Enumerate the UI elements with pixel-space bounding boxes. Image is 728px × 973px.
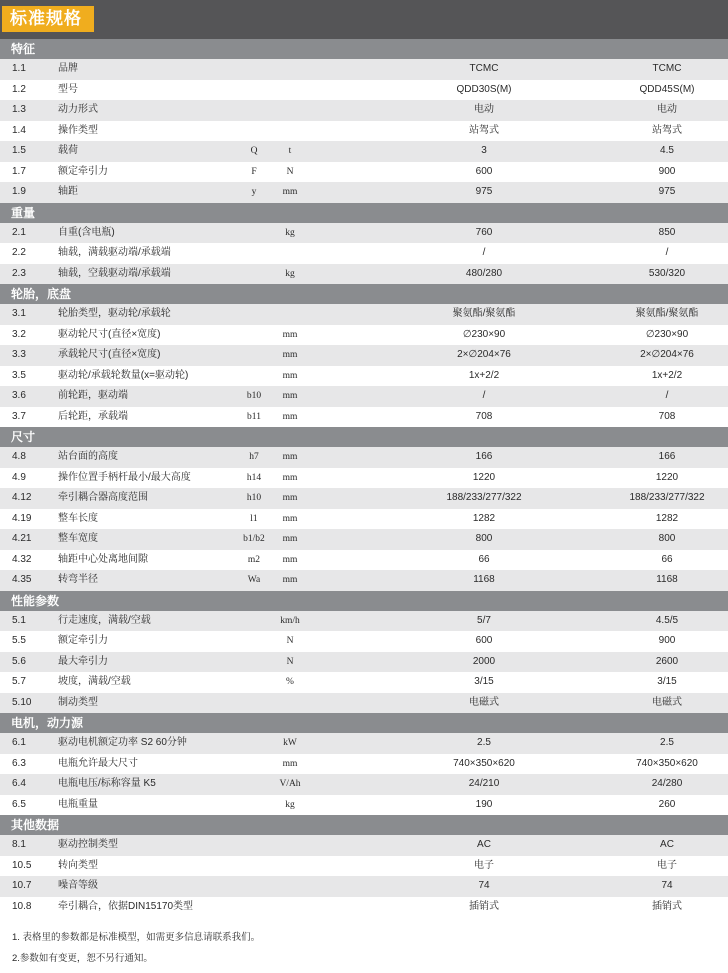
row-symbol: h14 xyxy=(246,472,262,483)
row-symbol: Wa xyxy=(247,575,261,585)
row-number: 4.9 xyxy=(12,471,26,483)
table-row xyxy=(0,488,728,509)
row-number: 3.2 xyxy=(12,328,26,340)
value-model-1: 1282 xyxy=(472,512,496,524)
row-label: 轴载，满载驱动端/承载端 xyxy=(58,247,171,258)
row-unit: mm xyxy=(282,513,298,524)
row-number: 3.6 xyxy=(12,390,26,401)
row-label: 驱动电机额定功率 S2 60分钟 xyxy=(58,737,187,748)
row-symbol: b11 xyxy=(247,411,261,422)
table-row xyxy=(0,386,728,407)
table-row xyxy=(0,611,728,632)
row-label: 操作类型 xyxy=(58,124,98,136)
row-unit: mm xyxy=(282,472,298,483)
row-number: 8.1 xyxy=(12,839,26,850)
row-label: 动力形式 xyxy=(58,104,98,115)
row-number: 2.1 xyxy=(12,226,26,238)
row-unit: mm xyxy=(282,452,298,462)
row-symbol: F xyxy=(251,166,257,177)
value-model-1: 708 xyxy=(475,410,493,422)
row-unit: kg xyxy=(285,799,295,810)
value-model-1: 1168 xyxy=(473,574,495,585)
table-row xyxy=(0,141,728,162)
row-number: 10.5 xyxy=(12,859,32,871)
row-unit: mm xyxy=(282,350,298,360)
footnotes xyxy=(12,931,260,973)
row-number: 2.2 xyxy=(12,247,26,258)
table-row xyxy=(0,59,728,80)
row-label: 后轮距，承载端 xyxy=(58,410,128,422)
row-label: 驱动轮/承载轮数量(x=驱动轮) xyxy=(58,369,189,381)
row-label: 承载轮尺寸(直径×宽度) xyxy=(58,349,161,360)
row-label: 品牌 xyxy=(58,63,78,74)
row-number: 4.8 xyxy=(12,451,26,462)
row-number: 1.7 xyxy=(12,165,26,177)
value-model-2: 1168 xyxy=(656,574,678,585)
row-number: 1.5 xyxy=(12,145,26,156)
row-label: 站台面的高度 xyxy=(58,451,118,462)
table-row xyxy=(0,529,728,550)
value-model-1: 1x+2/2 xyxy=(468,369,500,381)
row-unit: % xyxy=(286,677,294,687)
table-row xyxy=(0,733,728,754)
value-model-2: 4.5/5 xyxy=(655,614,679,626)
value-model-2: 975 xyxy=(658,186,676,197)
table-row xyxy=(0,345,728,366)
value-model-1: 74 xyxy=(478,880,490,891)
value-model-1: 760 xyxy=(475,226,493,238)
section-header: 性能参数 xyxy=(0,591,728,611)
page-title: 标准规格 xyxy=(2,6,94,32)
value-model-2: 聚氨酯/聚氨酯 xyxy=(635,308,699,319)
value-model-2: 850 xyxy=(658,226,676,238)
row-label: 额定牵引力 xyxy=(58,165,108,177)
row-number: 6.3 xyxy=(12,757,26,769)
value-model-1: 5/7 xyxy=(477,614,491,626)
row-unit: mm xyxy=(282,575,298,585)
row-unit: mm xyxy=(282,534,298,544)
value-model-1: 3 xyxy=(481,145,487,156)
row-symbol: y xyxy=(251,187,257,197)
row-label: 电瓶允许最大尺寸 xyxy=(58,757,138,769)
value-model-1: 电子 xyxy=(474,859,494,871)
table-row xyxy=(0,754,728,775)
section-header: 特征 xyxy=(0,39,728,59)
row-number: 1.2 xyxy=(12,83,26,95)
value-model-1: 1220 xyxy=(472,471,496,483)
row-number: 1.1 xyxy=(12,63,26,74)
value-model-1: ∅230×90 xyxy=(462,328,506,340)
row-symbol: m2 xyxy=(247,554,261,565)
row-number: 3.7 xyxy=(12,410,26,422)
row-number: 5.5 xyxy=(12,635,26,646)
spec-table xyxy=(0,39,728,917)
value-model-2: 2×∅204×76 xyxy=(640,349,694,360)
row-label: 驱动控制类型 xyxy=(58,839,118,850)
table-row xyxy=(0,407,728,428)
value-model-2: TCMC xyxy=(652,63,682,74)
value-model-1: 66 xyxy=(478,553,490,565)
row-label: 电瓶电压/标称容量 K5 xyxy=(58,778,156,789)
row-unit: mm xyxy=(282,758,298,769)
value-model-1: 190 xyxy=(475,798,493,810)
row-number: 3.1 xyxy=(12,308,26,319)
value-model-2: 电动 xyxy=(657,104,677,115)
table-row xyxy=(0,264,728,285)
row-label: 额定牵引力 xyxy=(58,635,108,646)
row-number: 4.21 xyxy=(12,533,32,544)
row-label: 型号 xyxy=(58,83,78,95)
row-symbol: h7 xyxy=(249,452,259,462)
value-model-1: 站驾式 xyxy=(469,124,499,136)
row-label: 牵引耦合，依据DIN15170类型 xyxy=(58,900,194,912)
row-unit: mm xyxy=(282,329,298,340)
value-model-1: 480/280 xyxy=(465,267,503,279)
row-label: 牵引耦合器高度范围 xyxy=(58,492,148,503)
row-number: 5.1 xyxy=(12,614,26,626)
table-row xyxy=(0,509,728,530)
row-number: 4.19 xyxy=(12,512,32,524)
value-model-1: 166 xyxy=(475,451,493,462)
row-unit: N xyxy=(286,656,294,667)
row-label: 最大牵引力 xyxy=(58,655,108,667)
value-model-2: 530/320 xyxy=(648,267,686,279)
row-label: 轴距 xyxy=(58,186,78,197)
row-unit: mm xyxy=(282,187,298,197)
row-label: 载荷 xyxy=(58,145,78,156)
section-header: 轮胎，底盘 xyxy=(0,284,728,304)
table-row xyxy=(0,447,728,468)
row-unit: N xyxy=(286,166,294,177)
row-label: 操作位置手柄杆最小/最大高度 xyxy=(58,471,191,483)
value-model-1: 电动 xyxy=(474,104,494,115)
value-model-2: 188/233/277/322 xyxy=(629,492,705,503)
row-unit: mm xyxy=(282,411,298,422)
table-row xyxy=(0,162,728,183)
section-header: 尺寸 xyxy=(0,427,728,447)
value-model-2: QDD45S(M) xyxy=(639,83,695,95)
row-number: 5.10 xyxy=(12,696,32,708)
row-unit: mm xyxy=(282,493,298,503)
header-bar xyxy=(0,0,728,39)
value-model-2: 1282 xyxy=(655,512,679,524)
value-model-2: 24/280 xyxy=(651,778,683,789)
table-row xyxy=(0,366,728,387)
value-model-2: 74 xyxy=(661,880,673,891)
value-model-2: 2.5 xyxy=(660,737,674,748)
row-symbol: l1 xyxy=(250,513,258,524)
table-row xyxy=(0,100,728,121)
row-label: 整车宽度 xyxy=(58,533,98,544)
value-model-2: 1220 xyxy=(655,471,679,483)
row-label: 电瓶重量 xyxy=(58,798,98,810)
footnote: 1. 表格里的参数都是标准模型，如需更多信息请联系我们。 xyxy=(12,932,261,943)
row-unit: kg xyxy=(285,227,295,238)
row-number: 1.4 xyxy=(12,124,26,136)
table-row xyxy=(0,325,728,346)
value-model-1: / xyxy=(482,247,486,258)
row-symbol: b10 xyxy=(246,391,262,401)
value-model-2: 740×350×620 xyxy=(636,757,698,769)
value-model-2: 900 xyxy=(658,165,676,177)
table-row xyxy=(0,182,728,203)
row-label: 行走速度，满载/空载 xyxy=(58,614,151,626)
row-symbol: h10 xyxy=(246,493,262,503)
value-model-1: 975 xyxy=(475,186,493,197)
row-label: 轴载，空载驱动端/承载端 xyxy=(58,267,171,279)
value-model-1: QDD30S(M) xyxy=(456,83,512,95)
value-model-1: TCMC xyxy=(469,63,499,74)
row-number: 6.4 xyxy=(12,778,26,789)
table-row xyxy=(0,835,728,856)
value-model-1: 600 xyxy=(475,165,493,177)
value-model-1: 聚氨酯/聚氨酯 xyxy=(452,308,516,319)
row-number: 5.6 xyxy=(12,655,26,667)
value-model-2: 插销式 xyxy=(652,900,682,912)
footnote: 2.参数如有变更，恕不另行通知。 xyxy=(12,953,153,964)
row-unit: N xyxy=(286,636,294,646)
value-model-2: 900 xyxy=(658,635,676,646)
row-unit: mm xyxy=(282,554,298,565)
table-row xyxy=(0,876,728,897)
value-model-2: 708 xyxy=(658,410,676,422)
row-unit: t xyxy=(288,146,292,156)
row-unit: kW xyxy=(283,738,297,748)
row-unit: mm xyxy=(282,391,298,401)
value-model-1: 800 xyxy=(475,533,493,544)
value-model-1: 2.5 xyxy=(477,737,491,748)
value-model-2: 260 xyxy=(658,798,676,810)
row-unit: kg xyxy=(285,268,295,279)
table-row xyxy=(0,468,728,489)
row-number: 4.32 xyxy=(12,553,32,565)
row-label: 前轮距，驱动端 xyxy=(58,390,128,401)
value-model-2: AC xyxy=(660,839,674,850)
table-row xyxy=(0,550,728,571)
value-model-2: / xyxy=(665,247,669,258)
table-row xyxy=(0,570,728,591)
row-number: 1.3 xyxy=(12,104,26,115)
table-row xyxy=(0,652,728,673)
row-symbol: b1/b2 xyxy=(243,534,265,544)
row-unit: km/h xyxy=(280,615,300,626)
row-unit: mm xyxy=(282,370,298,381)
value-model-2: 3/15 xyxy=(657,676,677,687)
row-number: 3.5 xyxy=(12,369,26,381)
table-row xyxy=(0,304,728,325)
value-model-2: 站驾式 xyxy=(652,124,682,136)
row-unit: V/Ah xyxy=(279,779,301,789)
value-model-1: 电磁式 xyxy=(469,696,499,708)
row-number: 4.12 xyxy=(12,492,32,503)
value-model-1: 24/210 xyxy=(468,778,500,789)
row-number: 5.7 xyxy=(12,676,26,687)
value-model-1: 2×∅204×76 xyxy=(457,349,511,360)
table-row xyxy=(0,243,728,264)
row-label: 噪音等级 xyxy=(58,880,98,891)
value-model-2: 电磁式 xyxy=(652,696,682,708)
row-number: 10.8 xyxy=(12,900,32,912)
row-label: 坡度，满载/空载 xyxy=(58,676,131,687)
value-model-2: 166 xyxy=(658,451,676,462)
value-model-1: 2000 xyxy=(472,655,496,667)
section-header: 电机，动力源 xyxy=(0,713,728,733)
table-row xyxy=(0,631,728,652)
table-row xyxy=(0,693,728,714)
table-row xyxy=(0,774,728,795)
value-model-2: 1x+2/2 xyxy=(651,369,683,381)
table-row xyxy=(0,856,728,877)
value-model-2: / xyxy=(665,390,669,401)
row-label: 整车长度 xyxy=(58,512,98,524)
value-model-1: 600 xyxy=(475,635,493,646)
row-label: 轴距中心处离地间隙 xyxy=(58,553,148,565)
row-label: 制动类型 xyxy=(58,696,98,708)
value-model-2: ∅230×90 xyxy=(645,328,689,340)
value-model-1: 188/233/277/322 xyxy=(446,492,522,503)
value-model-1: 740×350×620 xyxy=(453,757,515,769)
row-label: 驱动轮尺寸(直径×宽度) xyxy=(58,328,161,340)
value-model-1: AC xyxy=(477,839,491,850)
row-number: 6.5 xyxy=(12,798,26,810)
row-number: 1.9 xyxy=(12,186,26,197)
value-model-1: 插销式 xyxy=(469,900,499,912)
table-row xyxy=(0,897,728,918)
table-row xyxy=(0,672,728,693)
table-row xyxy=(0,121,728,142)
row-number: 4.35 xyxy=(12,574,32,585)
row-number: 2.3 xyxy=(12,267,26,279)
row-label: 转弯半径 xyxy=(58,574,98,585)
row-label: 自重(含电瓶) xyxy=(58,226,115,238)
value-model-2: 66 xyxy=(661,553,673,565)
row-number: 3.3 xyxy=(12,349,26,360)
row-label: 轮胎类型，驱动轮/承载轮 xyxy=(58,308,171,319)
table-row xyxy=(0,80,728,101)
value-model-2: 4.5 xyxy=(660,145,674,156)
value-model-2: 电子 xyxy=(657,859,677,871)
table-row xyxy=(0,795,728,816)
value-model-2: 2600 xyxy=(655,655,679,667)
value-model-1: / xyxy=(482,390,486,401)
row-number: 6.1 xyxy=(12,737,26,748)
table-row xyxy=(0,223,728,244)
section-header: 其他数据 xyxy=(0,815,728,835)
row-number: 10.7 xyxy=(12,880,32,891)
row-symbol: Q xyxy=(250,146,258,156)
section-header: 重量 xyxy=(0,203,728,223)
value-model-1: 3/15 xyxy=(474,676,494,687)
row-label: 转向类型 xyxy=(58,859,98,871)
value-model-2: 800 xyxy=(658,533,676,544)
